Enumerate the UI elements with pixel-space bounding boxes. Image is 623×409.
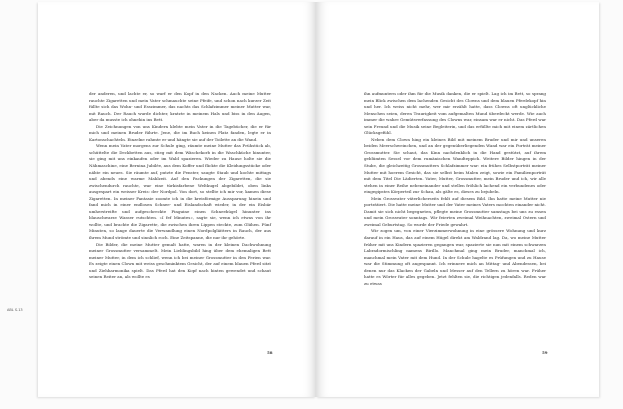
page-number: 58 xyxy=(267,350,273,355)
page-number: 59 xyxy=(542,350,548,355)
paragraph: Mein Grossvater väterlicherseits fehlt auf diesem Bild. Ihn hatte meine Mutter nie porträtiert. Die hatte meine Mutter und der Vater meines Vaters mochten einander nicht. Damit sie sich nicht begegneten, pflegte meine Grossmutter samstags bei uns zu essen und mein Grossvater sonntags. Wir feierten zweimal Weihnachten, zweimal Ostern und zweimal Geburtstag. So wurde der Friede gewahrt. xyxy=(364,195,546,227)
paragraph: Wir zogen um, von einer Vierzimmerwohnung in eine grössere Wohnung und kurz darauf in ein Haus, das auf einem Hügel direkt am Waldrand lag. Da, wo meine Mutter früher mit uns Kindern spazieren gegangen war, spazierte sie nun mit einem schwarzen Labradormischling namens Birillo. Manchmal ging mein Bruder, manchmal ich, manchmal mein Vater mit dem Hund. In der Schule hagelte es Prüfungen und zu Hause war die Stimmung oft angespannt. Ich erinnere mich an Mittag- und Abendessen, bei denen nur das Klacken der Gabeln und Messer auf den Tellern zu hören war. Früher hatte es Wörter für alles gegeben. Jetzt fehlten sie, die richtigen jedenfalls. Reden war zu etwas xyxy=(364,228,546,286)
paragraph: ihn aufmuntern oder ihm für die Musik danken, die er spielt. Lag ich im Bett, so sprang mein Blick zwischen dem lachenden Gesicht des Clowns und dem blauen Pferdekopf hin und her. Ich weiss nicht mehr, wer mir erzählt hatte, dass Clowns oft unglückliche Menschen seien, deren Traurigkeit vom aufgemalten Mund überdeckt werde. Wie auch immer die wahre Gemütsverfassung des Clowns war, einsam war er nicht. Das Pferd war sein Freund und die Musik seine Begleiterin, und das erfüllte mich mit einem zärtlichen Glücksgefühl. xyxy=(364,91,546,136)
right-page xyxy=(316,2,599,397)
margin-note: ABL S.13 xyxy=(7,308,23,312)
left-page-text xyxy=(89,91,271,281)
paragraph: Wenn mein Vater morgens zur Schule ging, räumte meine Mutter das Frühstück ab, schüttelte die Deckbetten aus, stieg mit dem Wäschekorb in die Waschküche hinunter, sie ging mit uns einkaufen oder im Wald spazieren. Wieder zu Hause holte sie die Nähmaschine, eine Bernina Jubilée, aus dem Koffer und flickte die Kleidungsstücke oder nähte ein neues. Sie räumte auf, putzte die Fenster, saugte Staub und kochte mittags und abends eine warme Mahlzeit. Auf den Packungen der Zigaretten, die sie zwischendurch rauchte, war eine türkisfarbene Weltkugel abgebildet, oben links ausgespart ein weisser Kreis: der Nordpol. Von dort, so stellte ich mir vor, kamen diese Zigaretten. In meiner Fantasie zoomte ich in die kreisförmige Aussparung hinein und fand mich in einer endlosen Schnee- und Eislandschaft wieder, in der ein Eisbär umherstreifte und aufgeschreckte Pinguine einen Schneehügel hinunter ins blauschwarze Wasser rutschten. «I fef Minutes», sagte sie, wenn ich etwas von ihr wollte, und brachte die Zigarette, die zwischen ihren Lippen steckte, zum Glühen. Fünf Minuten, so lange dauerte die Verwandlung einen Nordpolgläitters in Rauch, der aus ihrem Mund strömte und sinnlich roch. Eine Zeitspanne, die nur ihr gehörte. xyxy=(89,143,271,241)
paragraph: der anderen, und lachte er, so warf er den Kopf in den Nacken. Auch meine Mutter rauchte Zigaretten und mein Vater schmauchte seine Pfeife, und schon nach kurzer Zeit füllte sich das Wohn- und Esszimmer, das nachts das Schlafzimmer meiner Mutter war, mit Rauch. Der Rauch wurde dichter, kratzte in meinem Hals und biss in den Augen, aber da musste ich ohnehin ins Bett. xyxy=(89,91,271,123)
paragraph: Die Zeichnungen von uns Kindern klebte mein Vater in die Tagebücher, die er für mich und meinen Bruder führte. Jene, die im Buch keinen Platz fanden, legte er in Kartonschachteln. Einzelne rahmte er und hängte sie auf der Toilette an die Wand. xyxy=(89,123,271,142)
paragraph: Neben dem Clown hing ein kleines Bild mit meinem Bruder und mir und unseren beiden Meerschweinchen, und an der gegenüberliegenden Wand war ein Porträt meiner Grossmutter. Sie schaut, das Kinn nachdenklich in die Hand gestützt, auf ihrem geblümten Sessel vor dem rumänischen Wandteppich. Weitere Bilder hingen in der Stube, die gleichzeitig Grossmutters Schlafzimmer war: ein frühes Selbstporträt meiner Mutter mit hoerem Gesicht, das sie selbst beim Malen zeigt, sowie ein Familienporträt mit dem Titel Die Lädierten. Vater, Mutter, Grossmutter, mein Bruder und ich, wir alle stehen in einer Reihe nebeneinander und stellen fröhlich lachend ein verbundenes oder eingegipstes Körperteil zur Schau, als gälte es, dieses zu bejubeln. xyxy=(364,136,546,195)
left-page xyxy=(38,2,316,397)
paragraph: Die Bilder, die meine Mutter gemalt hatte, waren in der kleinen Dachwohnung meiner Grossmutter versammelt. Mein Lieblingsbild hing über dem ehemaligen Bett meiner Mutter, in dem ich schlief, wenn ich bei meiner Grossmutter in den Ferien war. Es zeigte einen Clown mit weiss geschminktem Gesicht, der auf einem blauen Pferd sitzt und Ziehharmonika spielt. Das Pferd hat den Kopf nach hinten gewendet und schaut seinen Reiter an, als wollte es xyxy=(89,241,271,280)
right-page-text xyxy=(364,91,546,287)
